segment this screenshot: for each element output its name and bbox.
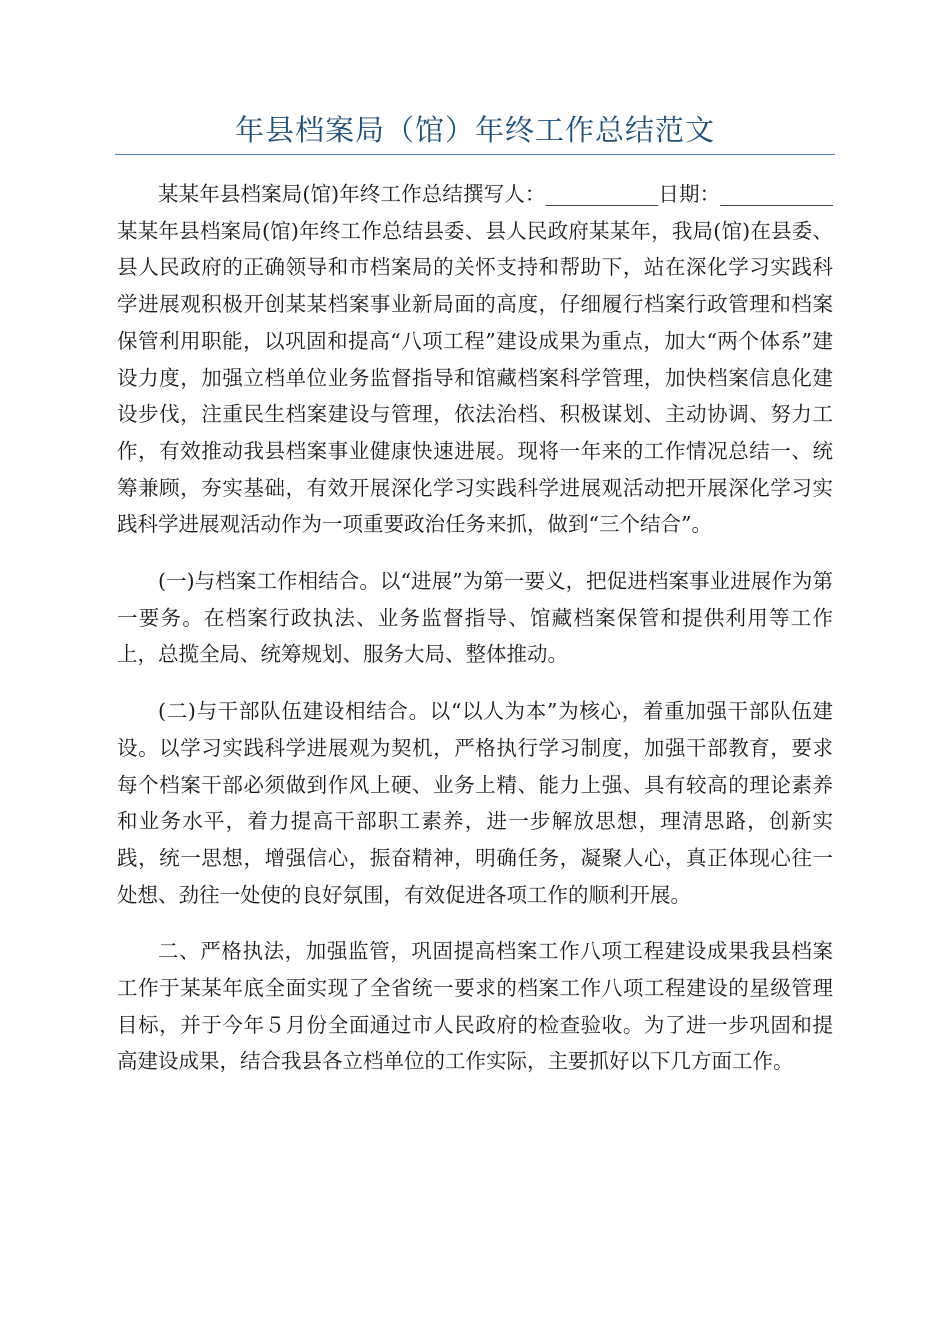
paragraph-item-1: (一)与档案工作相结合。以“进展”为第一要义，把促进档案事业进展作为第一要务。在档案行政执法、业务监督指导、馆藏档案保管和提供利用等工作上，总揽全局、统筹规划、服务大局、整体推动。: [117, 569, 833, 667]
paragraph-intro: 某某年县档案局(馆)年终工作总结撰写人：___________日期：___________某某年县档案局(馆)年终工作总结县委、县人民政府某某年，我局(馆)在县委、县人民政府的正确领导和市档案局的关怀支持和帮助下，站在深化学习实践科学进展观积极开创某某档案事业新局面的高度，仔细履行档案行政管理和档案保管利用职能，以巩固和提高“八项工程”建设成果为重点，加大“两个体系”建设力度，加强立档单位业务监督指导和馆藏档案科学管理，加快档案信息化建设步伐，注重民生档案建设与管理，依法治档、积极谋划、主动协调、努力工作，有效推动我县档案事业健康快速进展。现将一年来的工作情况总结一、统筹兼顾，夯实基础，有效开展深化学习实践科学进展观活动把开展深化学习实践科学进展观活动作为一项重要政治任务来抓，做到“三个结合”。: [117, 182, 833, 537]
title-underline: [115, 154, 835, 155]
paragraph-section-2: 二、严格执法，加强监管，巩固提高档案工作八项工程建设成果我县档案工作于某某年底全面实现了全省统一要求的档案工作八项工程建设的星级管理目标，并于今年５月份全面通过市人民政府的检查验收。为了进一步巩固和提高建设成果，结合我县各立档单位的工作实际，主要抓好以下几方面工作。: [117, 939, 833, 1074]
paragraph-item-2: (二)与干部队伍建设相结合。以“以人为本”为核心，着重加强干部队伍建设。以学习实践科学进展观为契机，严格执行学习制度，加强干部教育，要求每个档案干部必须做到作风上硬、业务上精、能力上强、具有较高的理论素养和业务水平，着力提高干部职工素养，进一步解放思想，理清思路，创新实践，统一思想，增强信心，振奋精神，明确任务，凝聚人心，真正体现心往一处想、劲往一处使的良好氛围，有效促进各项工作的顺利开展。: [117, 699, 833, 907]
document-body: [117, 176, 833, 1080]
document-title: 年县档案局（馆）年终工作总结范文: [234, 113, 715, 147]
